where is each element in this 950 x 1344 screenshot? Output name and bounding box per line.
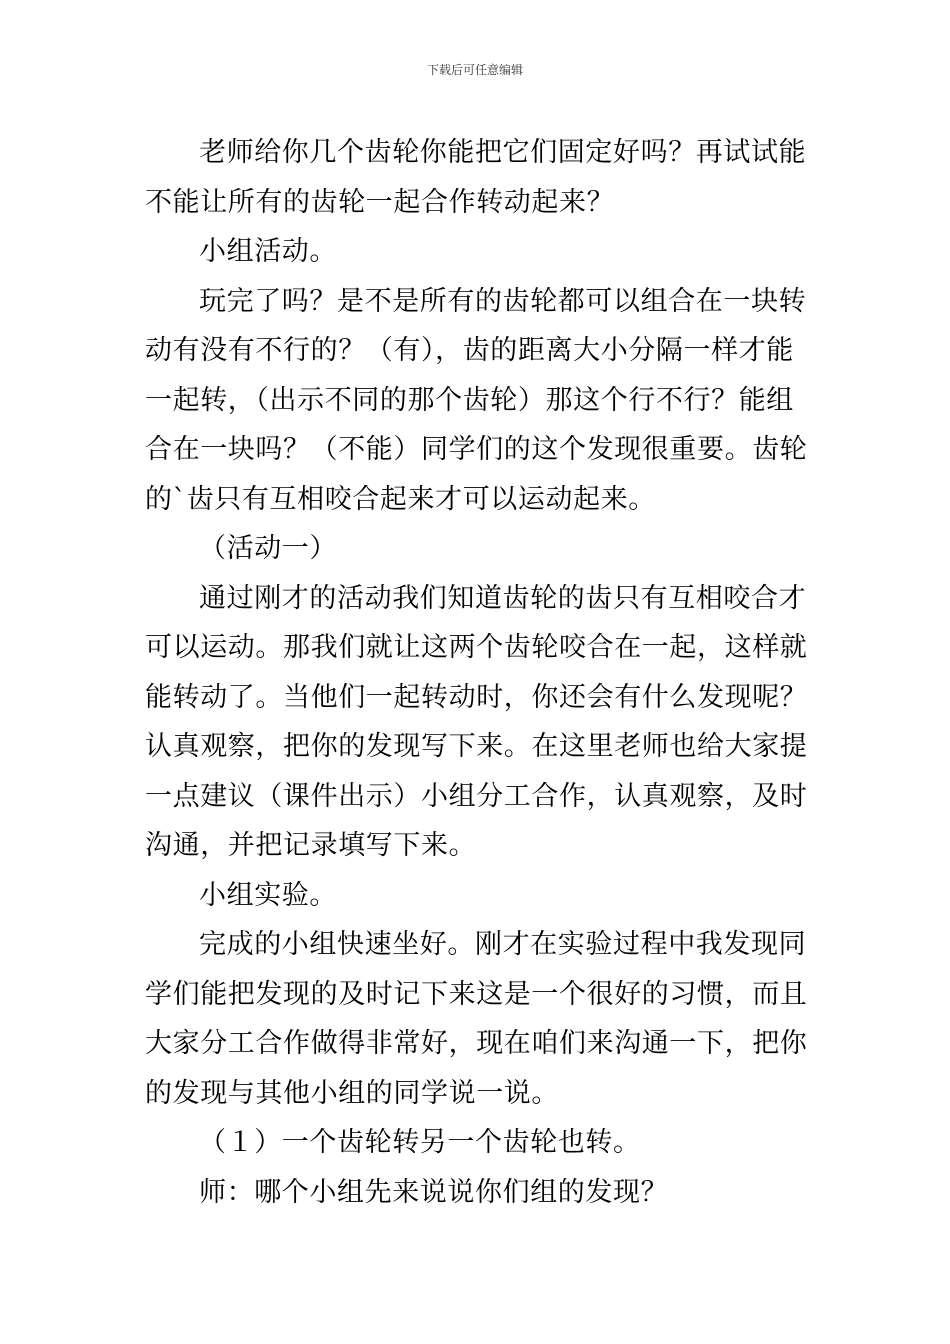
paragraph: 完成的小组快速坐好。刚才在实验过程中我发现同学们能把发现的及时记下来这是一个很好的习惯，而且大家分工合作做得非常好，现在咱们来沟通一下，把你的发现与其他小组的同学说一说。 [145,929,808,1109]
page-header: 下载后可任意编辑 [426,63,523,77]
paragraph: 老师给你几个齿轮你能把它们固定好吗？再试试能不能让所有的齿轮一起合作转动起来？ [145,137,807,218]
paragraph: （１）一个齿轮转另一个齿轮也转。 [199,1127,641,1158]
paragraph: 玩完了吗？是不是所有的齿轮都可以组合在一块转动有没有不行的？（有），齿的距离大小分隔一样才能一起转，（出示不同的那个齿轮）那这个行不行？能组合在一块吗？（不能）同学们的这个发现很重要。齿轮的`齿只有互相咬合起来才可以运动起来。 [145,285,808,515]
paragraph: 通过刚才的活动我们知道齿轮的齿只有互相咬合才可以运动。那我们就让这两个齿轮咬合在一起，这样就能转动了。当他们一起转动时，你还会有什么发现呢？认真观察，把你的发现写下来。在这里老师也给大家提一点建议（课件出示）小组分工合作，认真观察，及时沟通，并把记录填写下来。 [145,582,808,861]
paragraph: 小组实验。 [199,879,337,911]
paragraph: 小组活动。 [199,236,337,267]
paragraph: 师：哪个小组先来说说你们组的发现？ [199,1176,669,1208]
document-body [145,128,815,1217]
paragraph: （活动一） [199,533,337,564]
